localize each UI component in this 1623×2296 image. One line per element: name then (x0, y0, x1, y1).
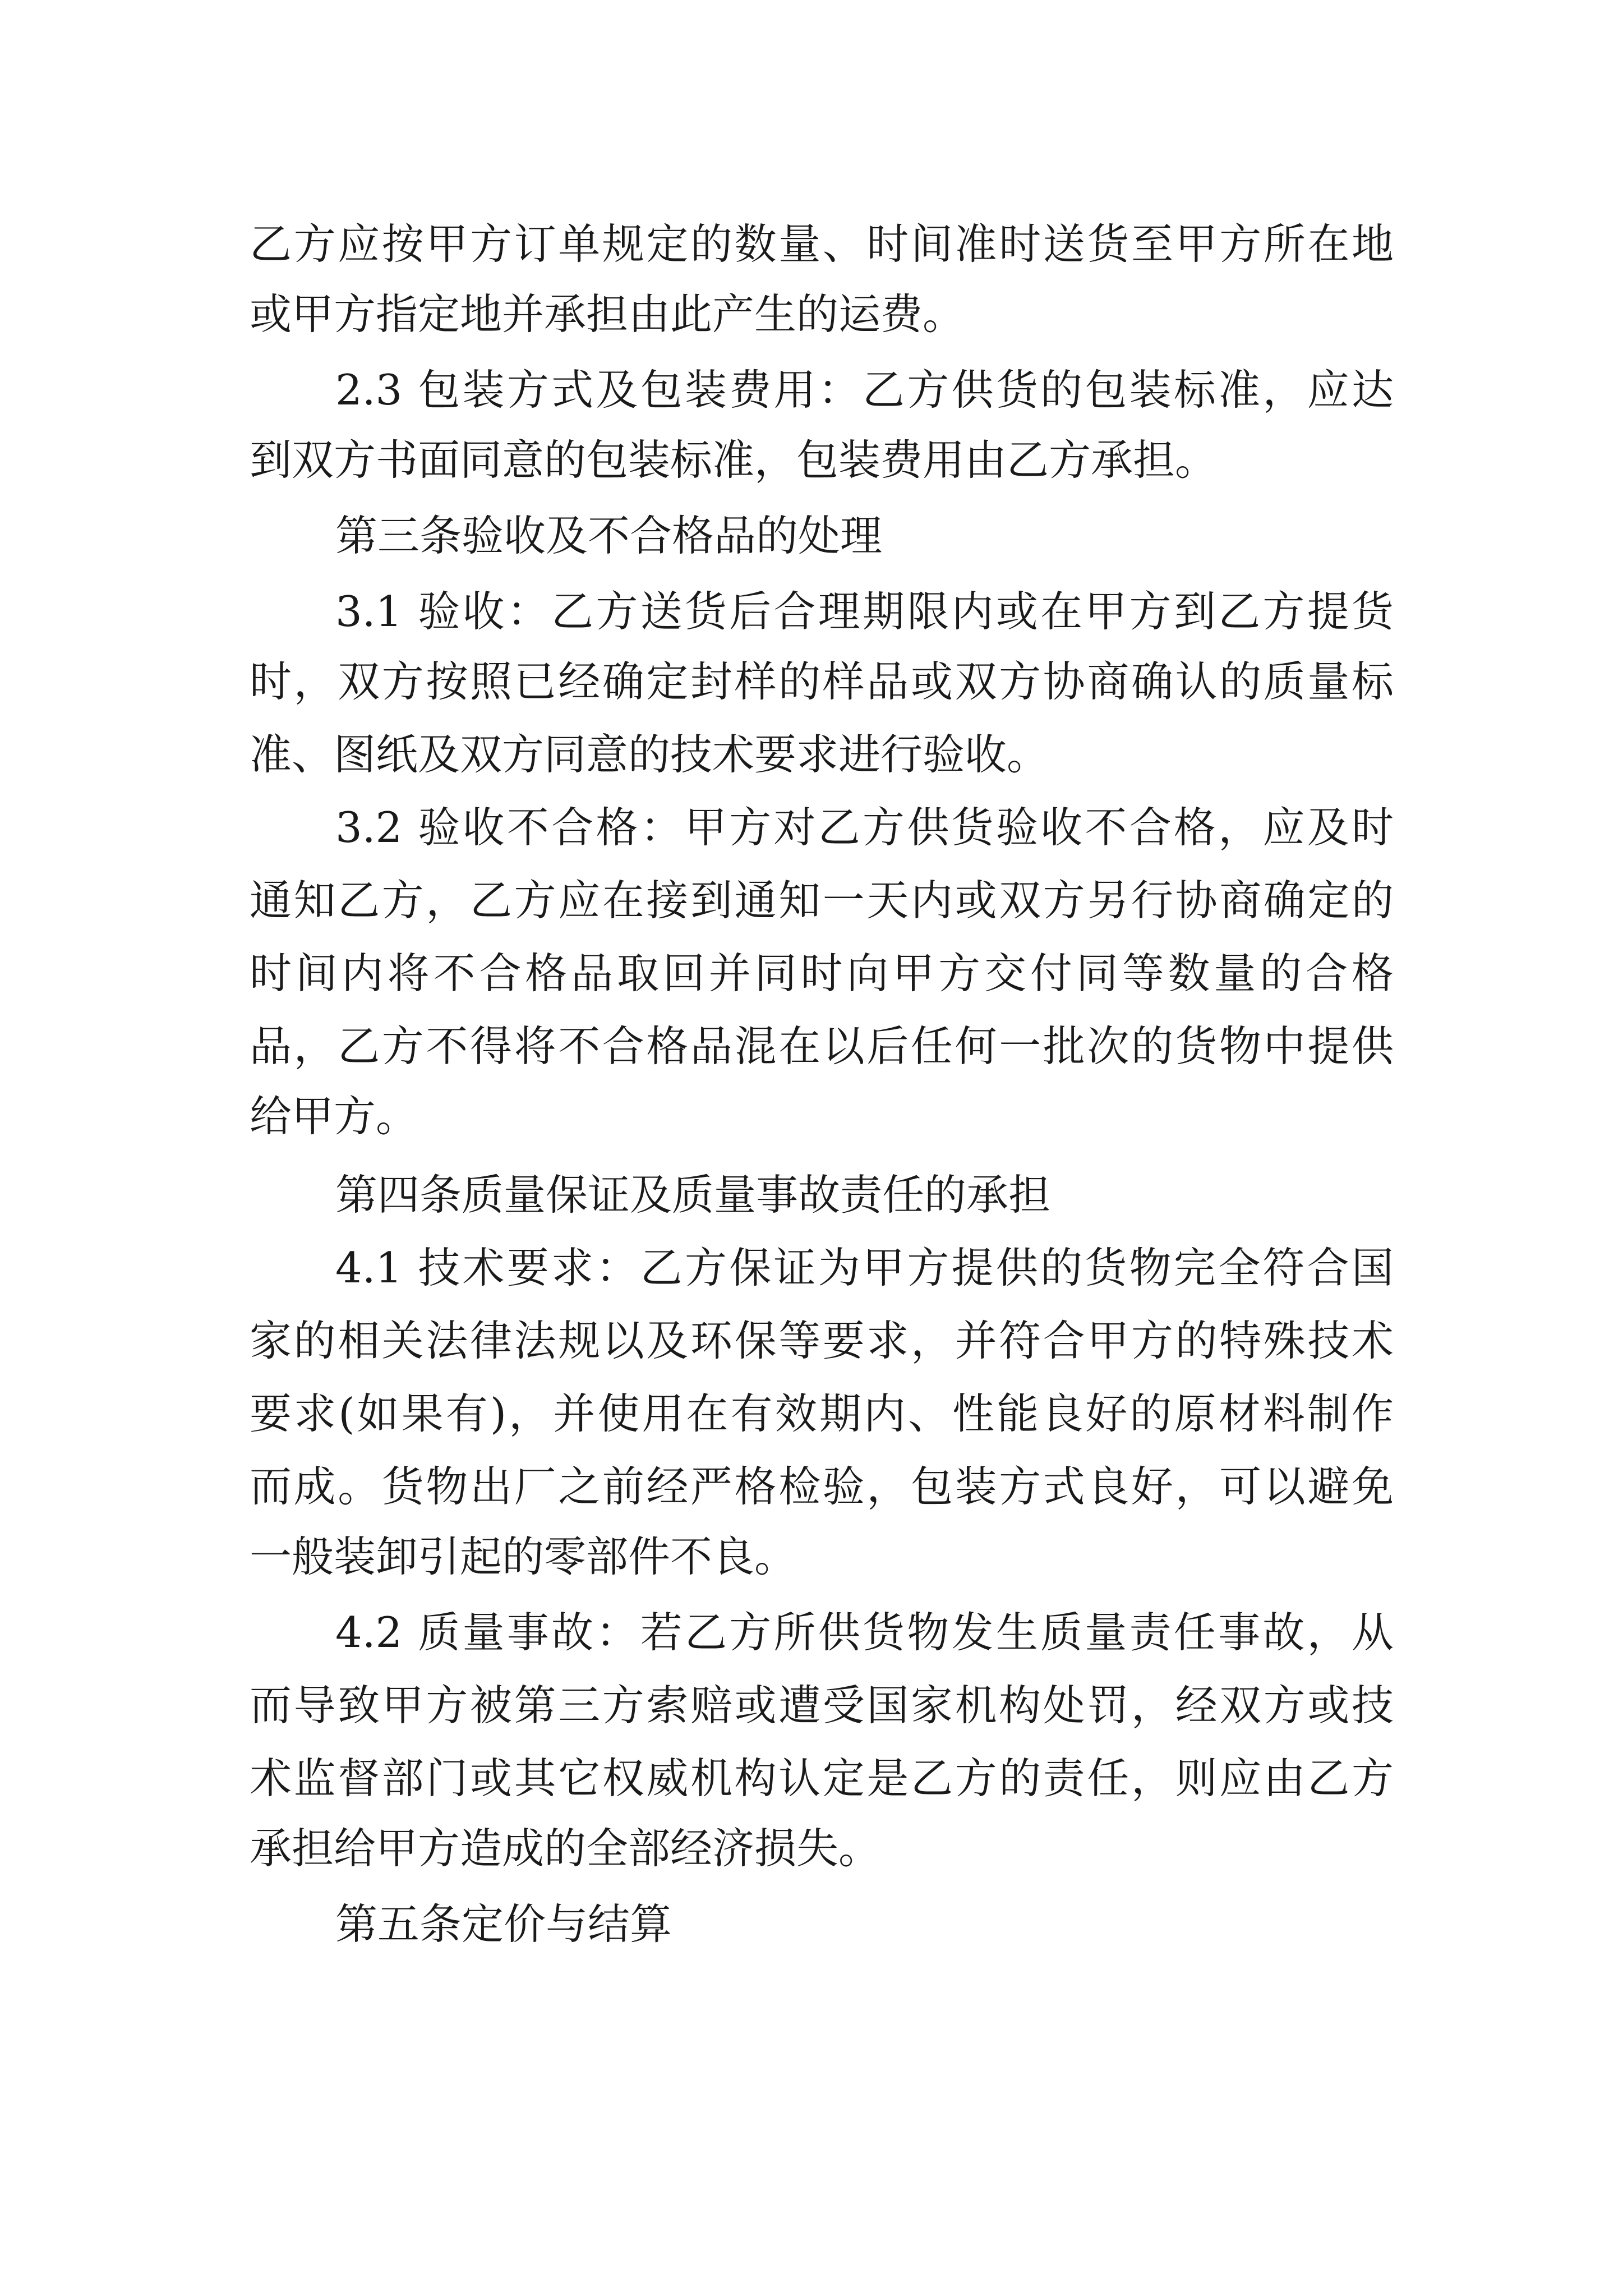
body-text-line: 或甲方指定地并承担由此产生的运费。 (250, 289, 965, 339)
body-text-line: 而成。货物出厂之前经严格检验，包装方式良好，可以避免 (250, 1462, 1394, 1511)
article-3-heading: 第三条验收及不合格品的处理 (335, 511, 883, 560)
clause-2-3-text: 2.3 包装方式及包装费用：乙方供货的包装标准，应达 (335, 365, 1394, 415)
body-text-line: 给甲方。 (250, 1092, 418, 1141)
body-text-line: 时间内将不合格品取回并同时向甲方交付同等数量的合格 (250, 949, 1394, 998)
body-text-line: 品，乙方不得将不合格品混在以后任何一批次的货物中提供 (250, 1022, 1394, 1071)
body-text-line: 术监督部门或其它权威机构认定是乙方的责任，则应由乙方 (250, 1754, 1394, 1803)
clause-4-1-text: 4.1 技术要求：乙方保证为甲方提供的货物完全符合国 (335, 1243, 1394, 1292)
article-4-heading: 第四条质量保证及质量事故责任的承担 (335, 1170, 1051, 1220)
body-text-line: 时，双方按照已经确定封样的样品或双方协商确认的质量标 (250, 657, 1394, 706)
body-text-line: 要求(如果有)，并使用在有效期内、性能良好的原材料制作 (250, 1389, 1394, 1438)
article-5-heading: 第五条定价与结算 (335, 1899, 672, 1949)
body-text-line: 通知乙方，乙方应在接到通知一天内或双方另行协商确定的 (250, 876, 1394, 925)
body-text-line: 家的相关法律法规以及环保等要求，并符合甲方的特殊技术 (250, 1316, 1394, 1365)
clause-4-2-text: 4.2 质量事故：若乙方所供货物发生质量责任事故，从 (335, 1608, 1394, 1657)
body-text-line: 准、图纸及双方同意的技术要求进行验收。 (250, 730, 1049, 779)
body-text-line: 承担给甲方造成的全部经济损失。 (250, 1824, 881, 1873)
body-text-line: 到双方书面同意的包装标准，包装费用由乙方承担。 (250, 435, 1218, 485)
body-text-line: 乙方应按甲方订单规定的数量、时间准时送货至甲方所在地 (250, 219, 1394, 269)
body-text-line: 而导致甲方被第三方索赔或遭受国家机构处罚，经双方或技 (250, 1681, 1394, 1730)
clause-3-2-text: 3.2 验收不合格：甲方对乙方供货验收不合格，应及时 (335, 803, 1394, 852)
body-text-line: 一般装卸引起的零部件不良。 (250, 1532, 797, 1581)
clause-3-1-text: 3.1 验收：乙方送货后合理期限内或在甲方到乙方提货 (335, 587, 1394, 636)
